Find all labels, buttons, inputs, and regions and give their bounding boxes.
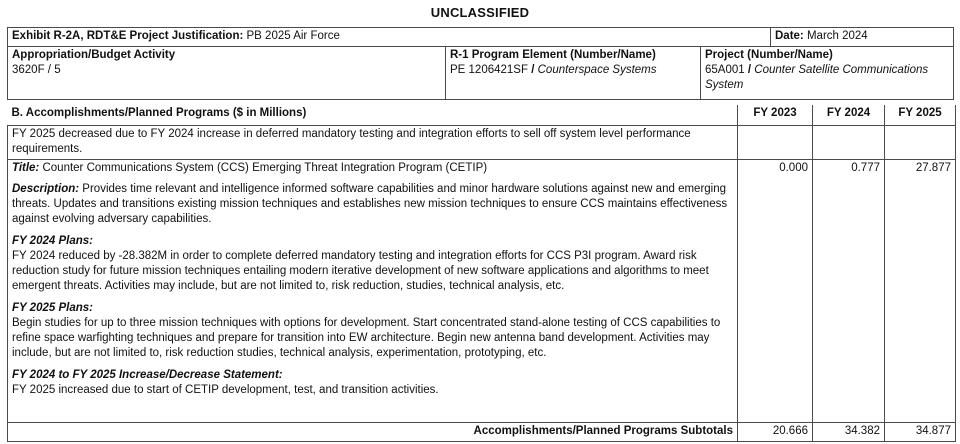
classification-banner: UNCLASSIFIED <box>430 5 530 20</box>
appropriation-value: 3620F / 5 <box>12 64 61 76</box>
subtotals-label: Accomplishments/Planned Programs Subtotals <box>8 422 738 441</box>
project-name: Counter Satellite Communications System <box>705 64 929 91</box>
fy2024-plans-text: FY 2024 reduced by -28.382M in order to complete deferred mandatory testing and integration efforts for CCS P3I program. Award risk reduction study for future mission techniques entailing modern iterative development of new software applications and algorithms to meet emergent threats. Activities may include, but are not limited to, risk reduction, studies, technical analysis, etc. <box>12 249 709 292</box>
increase-decrease-text: FY 2025 increased due to start of CETIP development, test, and transition activities. <box>12 383 439 396</box>
fy2024-plans <box>12 234 733 294</box>
appropriation-row <box>8 47 954 100</box>
program-detail-cell <box>8 159 738 422</box>
project-number: 65A001 <box>705 64 745 76</box>
project-cell <box>701 47 954 100</box>
subtotal-fy2023: 20.666 <box>738 422 813 441</box>
exhibit-row <box>8 28 954 47</box>
appropriation-label: Appropriation/Budget Activity <box>12 49 176 61</box>
subtotal-fy2025: 34.877 <box>885 422 956 441</box>
r1-name: Counterspace Systems <box>537 64 657 76</box>
r1-program-element-cell <box>446 47 701 100</box>
description-label: Description: <box>12 182 80 195</box>
exhibit-cell <box>8 28 771 47</box>
fy2025-plans-text: Begin studies for up to three mission techniques with options for development. Start concentrated stand-alone testing of CCS capabilities to refine space warfighting techniques and prepare for transition into EW architecture. Begin new antenna band development. Activities may include, but are not limited to, risk reduction studies, technical analysis, experimentation, prototyping, etc. <box>12 316 721 359</box>
exhibit-label: Exhibit R-2A, RDT&E Project Justification: <box>12 30 244 42</box>
note-text: FY 2025 decreased due to FY 2024 increase in deferred mandatory testing and integration efforts to sell off system level performance requirements. <box>8 125 738 159</box>
section-b-label: B. Accomplishments/Planned Programs ($ in Millions) <box>8 105 738 125</box>
date-label: Date: <box>775 30 804 42</box>
program-description <box>12 182 733 227</box>
program-row <box>8 159 956 422</box>
date-value: March 2024 <box>806 30 868 42</box>
r1-separator: / <box>531 64 535 76</box>
note-fy2025-cell <box>885 125 956 159</box>
increase-decrease-label: FY 2024 to FY 2025 Increase/Decrease Statement: <box>12 368 283 381</box>
fy2025-plans <box>12 301 733 361</box>
note-fy2024-cell <box>813 125 885 159</box>
description-text: Provides time relevant and intelligence informed software capabilities and minor hardware solutions against new and emerging threats. Updates and transitions existing mission techniques and establishes new mission techniques to ensure CCS maintains effectiveness against evolving adversary capabilities. <box>12 182 728 225</box>
column-header-fy2025: FY 2025 <box>885 105 956 125</box>
date-cell <box>771 28 954 47</box>
program-value-fy2025: 27.877 <box>885 159 956 422</box>
title-label: Title: <box>12 161 40 174</box>
note-row <box>8 125 956 159</box>
column-header-fy2024: FY 2024 <box>813 105 885 125</box>
project-separator: / <box>747 64 752 76</box>
fy2024-plans-label: FY 2024 Plans: <box>12 234 93 247</box>
r1-label: R-1 Program Element (Number/Name) <box>450 49 656 61</box>
column-header-fy2023: FY 2023 <box>738 105 813 125</box>
r1-number: PE 1206421SF <box>450 64 529 76</box>
note-fy2023-cell <box>738 125 813 159</box>
title-text: Counter Communications System (CCS) Emerging Threat Integration Program (CETIP) <box>42 161 488 174</box>
fy2025-plans-label: FY 2025 Plans: <box>12 301 93 314</box>
exhibit-header-table <box>7 27 954 100</box>
subtotal-fy2024: 34.382 <box>813 422 885 441</box>
project-label: Project (Number/Name) <box>705 49 833 61</box>
appropriation-cell <box>8 47 446 100</box>
program-value-fy2024: 0.777 <box>813 159 885 422</box>
program-value-fy2023: 0.000 <box>738 159 813 422</box>
subtotals-row <box>8 422 956 441</box>
program-title <box>12 161 733 176</box>
increase-decrease-statement <box>12 368 733 398</box>
section-header-row <box>8 105 956 125</box>
accomplishments-table <box>7 105 956 442</box>
exhibit-value: PB 2025 Air Force <box>246 30 340 42</box>
